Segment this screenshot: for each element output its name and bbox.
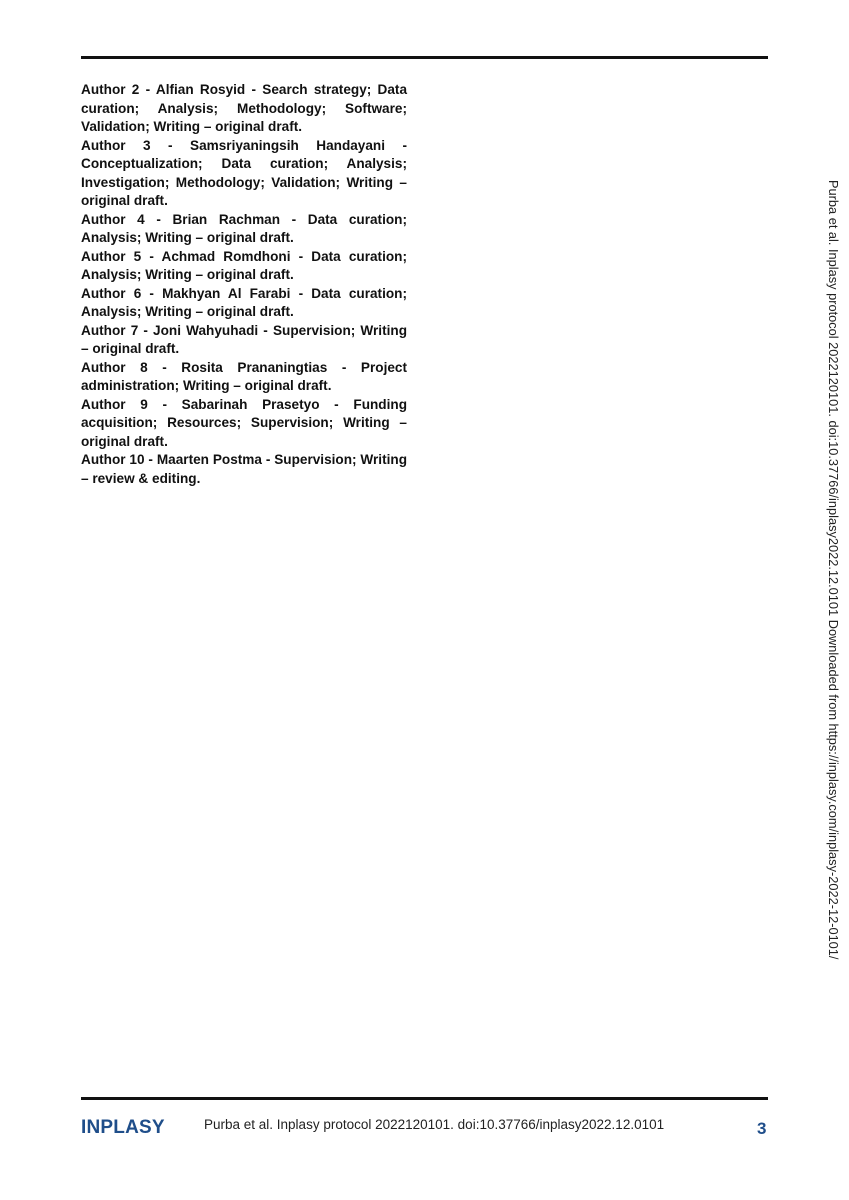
- download-watermark-note: Purba et al. Inplasy protocol 2022120101. doi:10.37766/inplasy2022.12.0101 Downloaded from https://inplasy.com/inplasy-2022-12-0101/: [826, 180, 841, 960]
- author-contributions: [81, 81, 407, 488]
- contribution-entry: Author 10 - Maarten Postma - Supervision; Writing – review & editing.: [81, 452, 407, 486]
- contribution-entry: Author 4 - Brian Rachman - Data curation; Analysis; Writing – original draft.: [81, 211, 407, 245]
- contribution-entry: Author 7 - Joni Wahyuhadi - Supervision; Writing – original draft.: [81, 322, 407, 356]
- contribution-entry: Author 6 - Makhyan Al Farabi - Data curation; Analysis; Writing – original draft.: [81, 285, 407, 319]
- top-rule: [81, 56, 768, 59]
- bottom-rule: [81, 1097, 768, 1100]
- contribution-entry: Author 8 - Rosita Prananingtias - Project administration; Writing – original draft.: [81, 359, 407, 393]
- contribution-entry: Author 5 - Achmad Romdhoni - Data curation; Analysis; Writing – original draft.: [81, 248, 407, 282]
- footer-citation: Purba et al. Inplasy protocol 2022120101. doi:10.37766/inplasy2022.12.0101: [204, 1117, 665, 1132]
- contribution-entry: Author 9 - Sabarinah Prasetyo - Funding acquisition; Resources; Supervision; Writing – original draft.: [81, 396, 407, 449]
- contribution-entry: Author 2 - Alfian Rosyid - Search strategy; Data curation; Analysis; Methodology; Software; Validation; Writing – original draft.: [81, 82, 407, 134]
- page-number: 3: [757, 1119, 767, 1138]
- journal-brand: INPLASY: [81, 1117, 165, 1138]
- contribution-entry: Author 3 - Samsriyaningsih Handayani - Conceptualization; Data curation; Analysis; Investigation; Methodology; Validation; Writing – original draft.: [81, 137, 407, 208]
